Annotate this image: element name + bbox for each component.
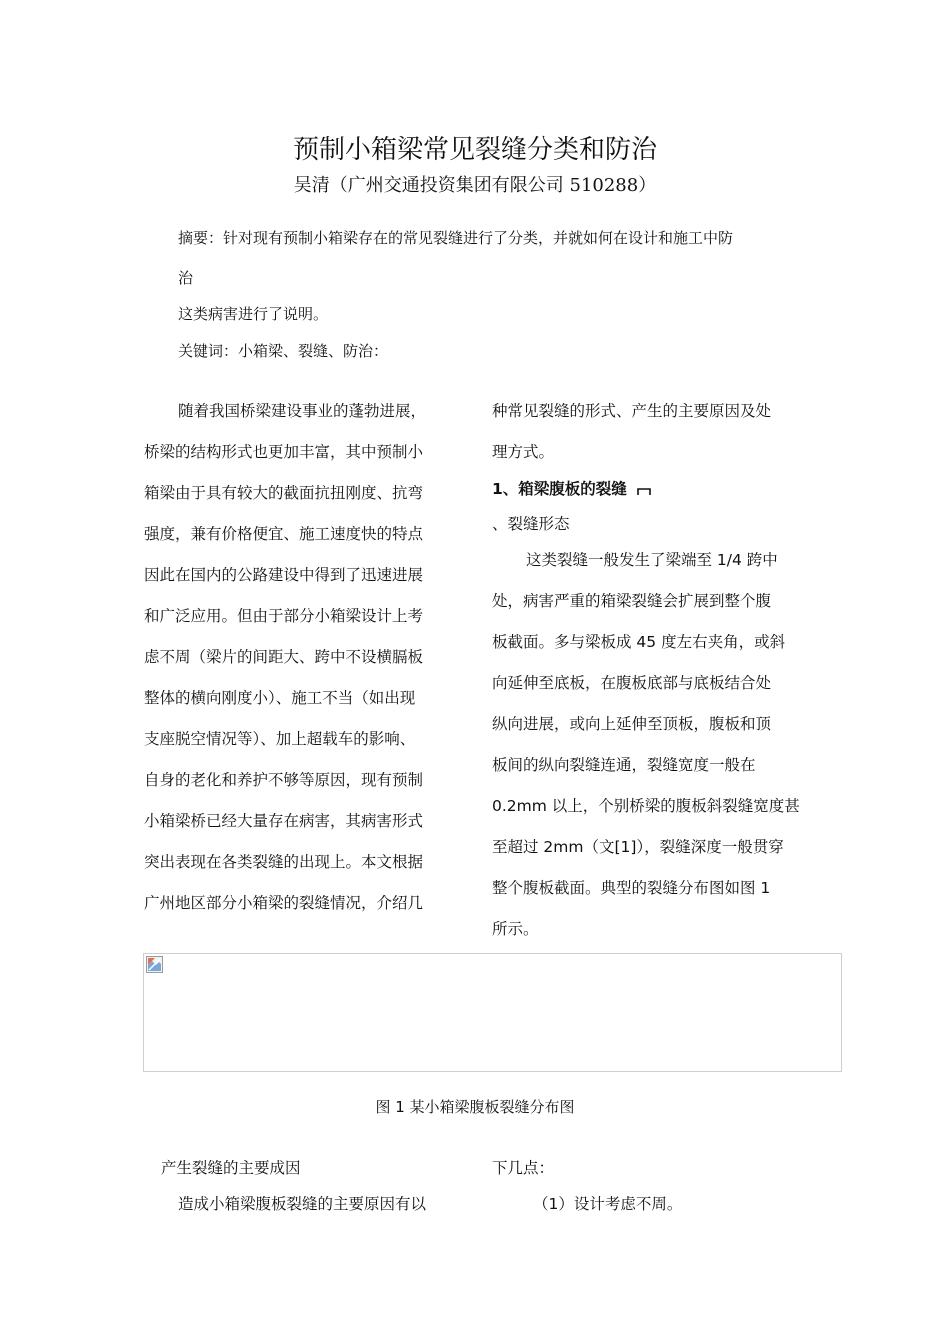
left-col-line: 桥梁的结构形式也更加丰富，其中预制小 <box>144 443 424 461</box>
right-col-line: 整个腹板截面。典型的裂缝分布图如图 1 <box>492 879 771 897</box>
section-heading <box>492 478 627 500</box>
right-col-line: 至超过 2mm（文[1]），裂缝深度一般贯穿 <box>492 838 784 856</box>
right-col-line: 下几点： <box>492 1159 555 1177</box>
left-col-line: 强度，兼有价格便宜、施工速度快的特点 <box>144 525 424 543</box>
list-item: （1）设计考虑不周。 <box>533 1195 683 1213</box>
right-col-line: 这类裂缝一般发生了梁端至 1/4 跨中 <box>526 551 778 569</box>
section-heading-text: 1、箱梁腹板的裂缝 <box>492 480 627 498</box>
keywords: 关键词：小箱梁、裂缝、防治： <box>178 342 389 360</box>
right-col-line: 0.2mm 以上，个别桥梁的腹板斜裂缝宽度甚 <box>492 797 800 815</box>
figure-caption: 图 1 某小箱梁腹板裂缝分布图 <box>375 1098 575 1116</box>
figure-image-placeholder <box>143 953 842 1072</box>
right-col-line: 向延伸至底板，在腹板底部与底板结合处 <box>492 674 772 692</box>
document-title: 预制小箱梁常见裂缝分类和防治 <box>292 135 657 165</box>
abstract-line-2: 治 <box>178 269 194 287</box>
right-col-line: 理方式。 <box>492 443 555 461</box>
heading-mark-icon <box>637 486 651 496</box>
left-col-line: 小箱梁桥已经大量存在病害，其病害形式 <box>144 812 424 830</box>
right-col-line: 板间的纵向裂缝连通，裂缝宽度一般在 <box>492 756 756 774</box>
right-col-line: 处，病害严重的箱梁裂缝会扩展到整个腹 <box>492 592 772 610</box>
left-col-line: 造成小箱梁腹板裂缝的主要原因有以 <box>178 1195 427 1213</box>
left-col-line: 整体的横向刚度小）、施工不当（如出现 <box>144 689 416 707</box>
author-affiliation: 吴清（广州交通投资集团有限公司 510288） <box>293 175 657 196</box>
left-col-line: 自身的老化和养护不够等原因，现有预制 <box>144 771 424 789</box>
left-col-line: 和广泛应用。但由于部分小箱梁设计上考 <box>144 607 424 625</box>
left-col-line: 支座脱空情况等）、加上超载车的影响、 <box>144 730 416 748</box>
right-col-line: 种常见裂缝的形式、产生的主要原因及处 <box>492 402 772 420</box>
right-col-line: 、裂缝形态 <box>492 515 570 533</box>
abstract-line-1: 摘要：针对现有预制小箱梁存在的常见裂缝进行了分类，并就如何在设计和施工中防 <box>178 229 734 247</box>
broken-image-icon <box>146 956 163 973</box>
abstract-line-3: 这类病害进行了说明。 <box>178 305 329 323</box>
left-col-line: 广州地区部分小箱梁的裂缝情况，介绍几 <box>144 894 424 912</box>
right-col-line: 纵向进展，或向上延伸至顶板，腹板和顶 <box>492 715 772 733</box>
left-col-line: 箱梁由于具有较大的截面抗扭刚度、抗弯 <box>144 484 424 502</box>
right-col-line: 所示。 <box>492 920 539 938</box>
left-col-line: 虑不周（梁片的间距大、跨中不设横膈板 <box>144 648 424 666</box>
left-col-line: 随着我国桥梁建设事业的蓬勃进展， <box>178 402 427 420</box>
left-col-line: 因此在国内的公路建设中得到了迅速进展 <box>144 566 424 584</box>
right-col-line: 板截面。多与梁板成 45 度左右夹角，或斜 <box>492 633 786 651</box>
left-col-line: 突出表现在各类裂缝的出现上。本文根据 <box>144 853 424 871</box>
subsection-heading: 产生裂缝的主要成因 <box>161 1159 301 1177</box>
